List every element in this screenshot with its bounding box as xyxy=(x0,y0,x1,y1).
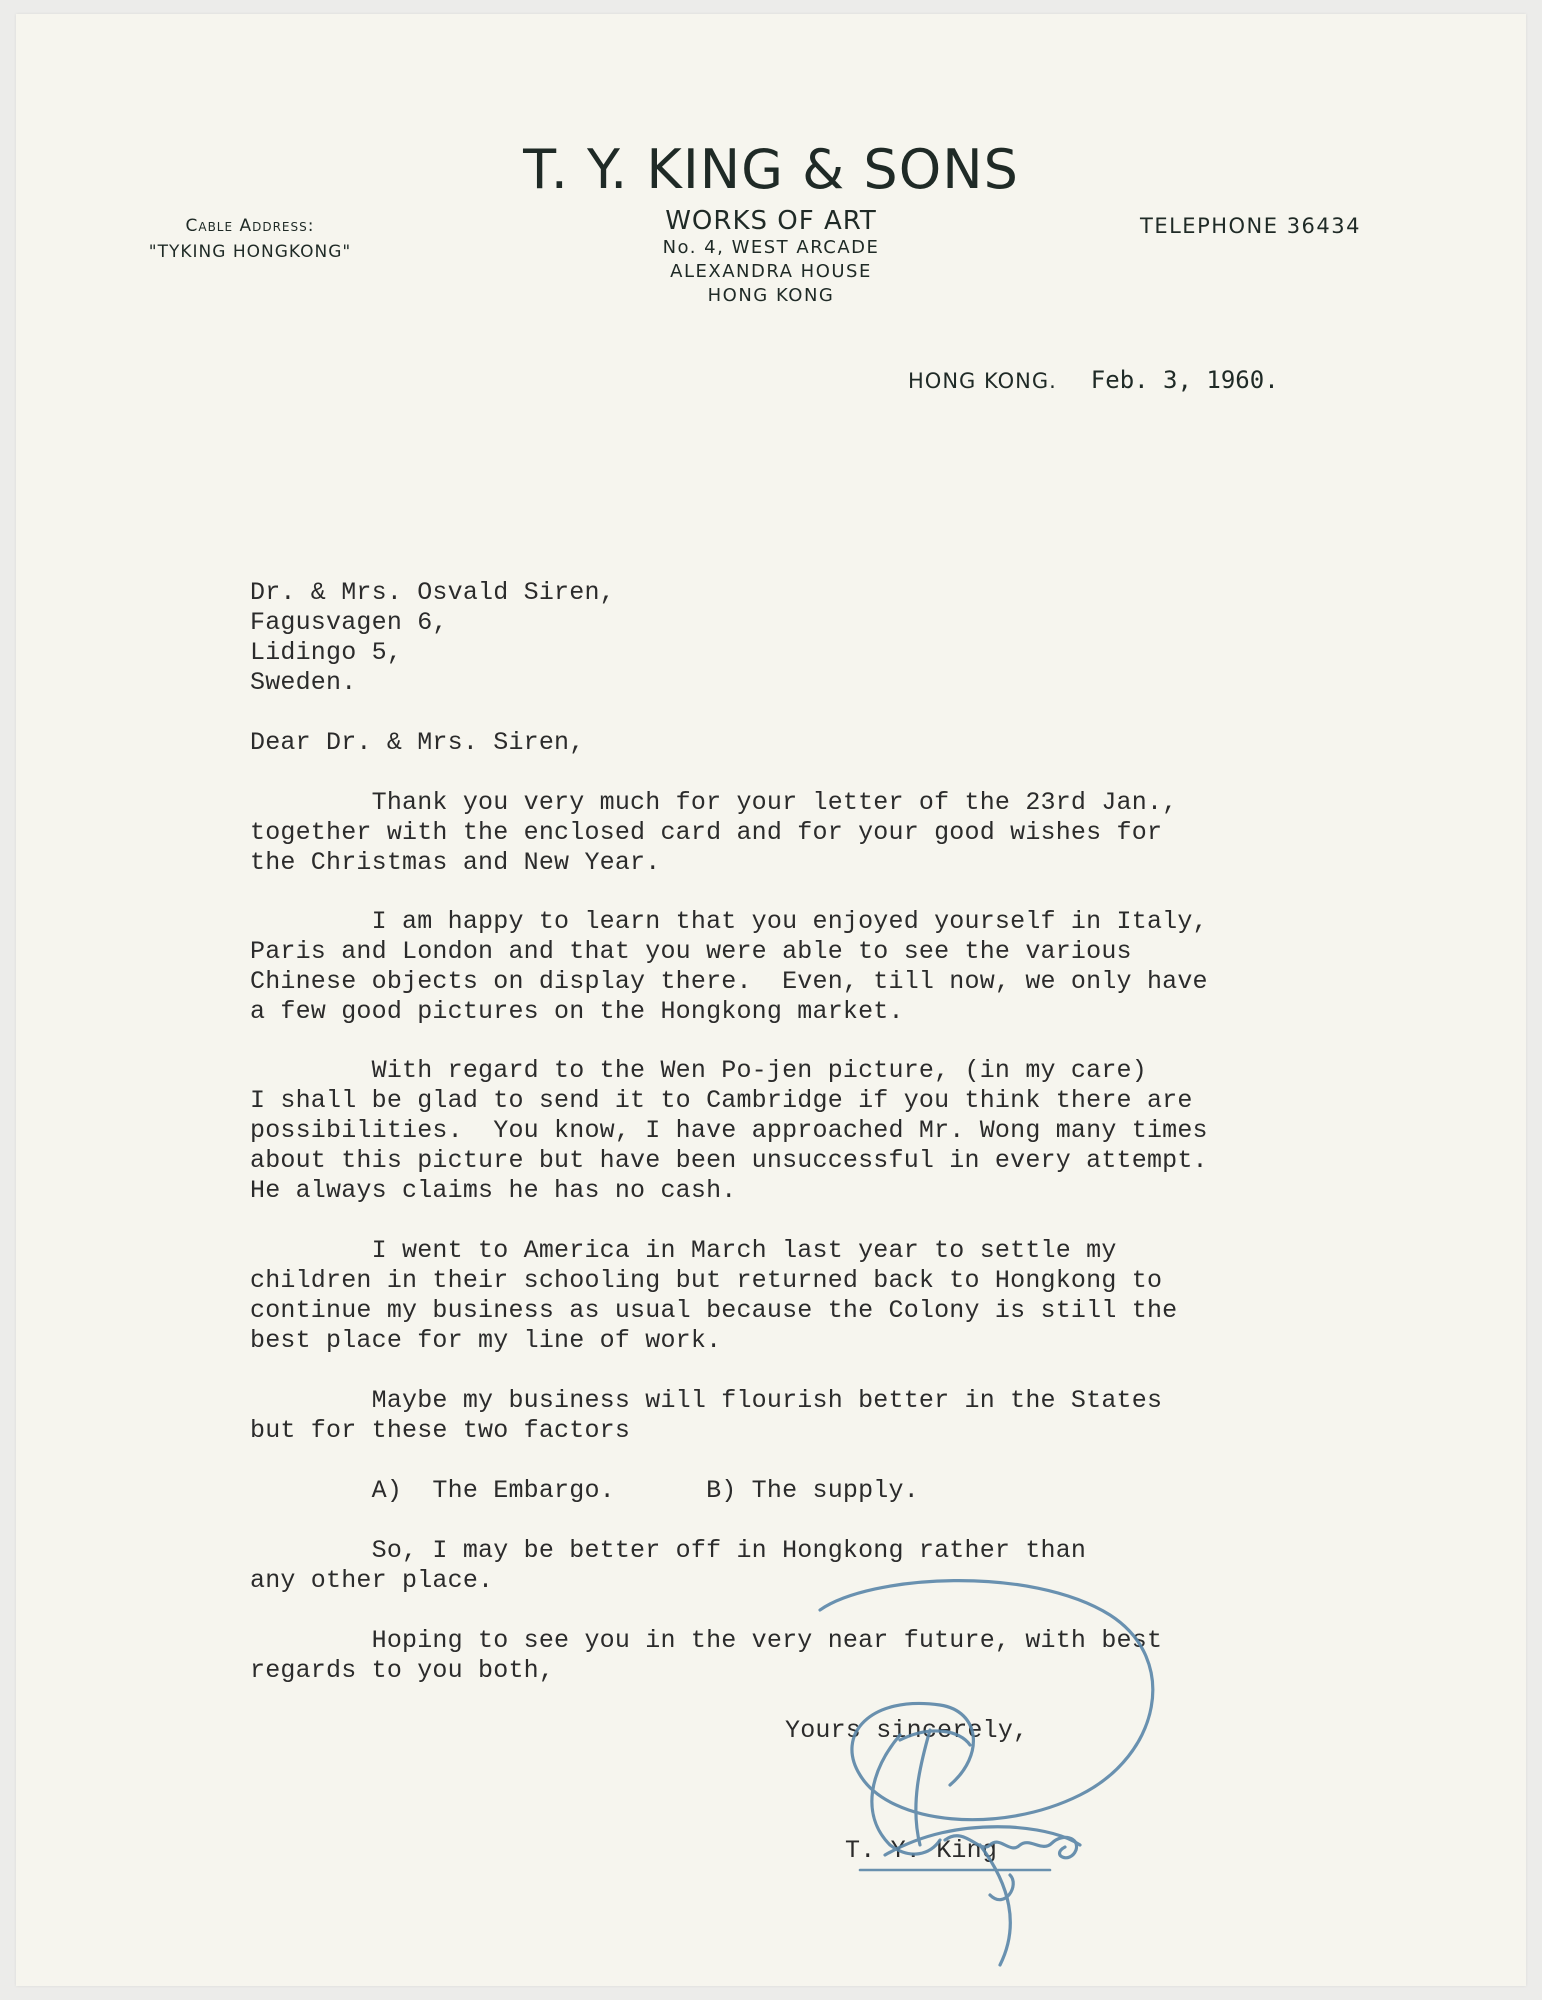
date-line xyxy=(908,366,1279,394)
signer-name: T. Y. King xyxy=(845,1836,998,1865)
body-line: about this picture but have been unsuccessful in every attempt. xyxy=(250,1146,1208,1175)
letterhead-address-line: ALEXANDRA HOUSE xyxy=(670,261,872,282)
body-line: So, I may be better off in Hongkong rather than xyxy=(250,1536,1087,1565)
body-line: any other place. xyxy=(250,1566,494,1595)
body-line: A) The Embargo. B) The supply. xyxy=(250,1476,919,1505)
body-line: Chinese objects on display there. Even, till now, we only have xyxy=(250,967,1208,996)
body-line: the Christmas and New Year. xyxy=(250,848,661,877)
body-line: Maybe my business will flourish better in the States xyxy=(250,1386,1163,1415)
body-line: He always claims he has no cash. xyxy=(250,1176,737,1205)
body-line: With regard to the Wen Po-jen picture, (in my care) xyxy=(250,1056,1147,1085)
body-line: I shall be glad to send it to Cambridge if you think there are xyxy=(250,1086,1193,1115)
cable-address-label: Cable Address: xyxy=(185,216,315,236)
body-line: possibilities. You know, I have approached Mr. Wong many times xyxy=(250,1116,1208,1145)
body-line: Hoping to see you in the very near future, with best xyxy=(250,1626,1163,1655)
cable-address xyxy=(100,216,400,262)
letterhead-address-line: HONG KONG xyxy=(707,285,835,306)
letter-date: Feb. 3, 1960. xyxy=(1090,366,1279,394)
body-line: but for these two factors xyxy=(250,1416,631,1445)
body-line: continue my business as usual because the Colony is still the xyxy=(250,1296,1178,1325)
recipient-line: Fagusvagen 6, xyxy=(250,608,448,637)
handwritten-signature xyxy=(780,1555,1200,1975)
letterhead-subtitle: WORKS OF ART xyxy=(665,206,877,236)
telephone-number: TELEPHONE 36434 xyxy=(1140,214,1362,238)
body-line: regards to you both, xyxy=(250,1656,555,1685)
recipient-line: Dr. & Mrs. Osvald Siren, xyxy=(250,578,615,607)
body-line: I am happy to learn that you enjoyed yourself in Italy, xyxy=(250,907,1208,936)
body-line: together with the enclosed card and for your good wishes for xyxy=(250,818,1163,847)
body-line: children in their schooling but returned back to Hongkong to xyxy=(250,1266,1163,1295)
body-line: Paris and London and that you were able to see the various xyxy=(250,937,1132,966)
cable-address-value: "TYKING HONGKONG" xyxy=(148,242,352,262)
body-line: best place for my line of work. xyxy=(250,1326,722,1355)
letterhead-company: T. Y. KING & SONS xyxy=(523,138,1019,201)
closing: Yours sincerely, xyxy=(785,1716,1029,1745)
salutation: Dear Dr. & Mrs. Siren, xyxy=(250,728,585,757)
body-line: Thank you very much for your letter of the 23rd Jan., xyxy=(250,788,1178,817)
letter-place: HONG KONG. xyxy=(908,369,1057,393)
body-line: a few good pictures on the Hongkong market. xyxy=(250,997,904,1026)
recipient-line: Sweden. xyxy=(250,668,357,697)
letterhead-address-line: No. 4, WEST ARCADE xyxy=(662,237,880,258)
recipient-line: Lidingo 5, xyxy=(250,638,403,667)
body-line: I went to America in March last year to settle my xyxy=(250,1236,1117,1265)
